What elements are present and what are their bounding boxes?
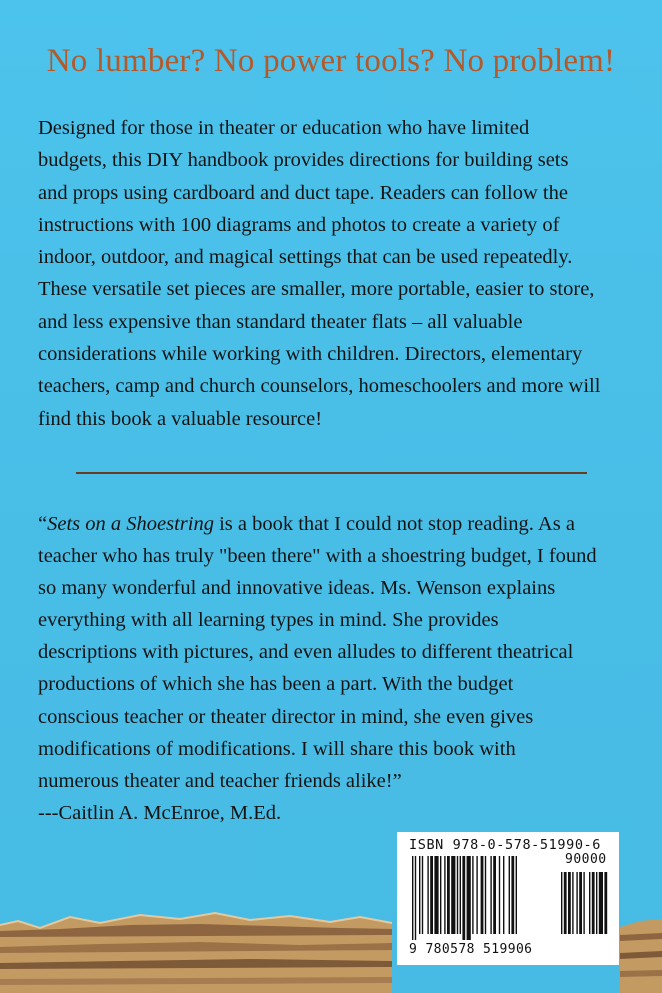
barcode-bar <box>592 872 595 934</box>
barcode-bar <box>579 872 582 934</box>
barcode-bar <box>485 856 486 934</box>
barcode-bar <box>467 856 471 940</box>
open-quote-mark: “ <box>38 513 48 535</box>
description-line: teachers, camp and church counselors, homeschoolers and more will <box>38 375 601 398</box>
barcode-bar <box>516 856 517 934</box>
barcode-bar <box>412 856 413 940</box>
barcode-bar <box>415 856 416 940</box>
quote-line: so many wonderful and innovative ideas. Ms. Wenson explains <box>38 577 556 600</box>
barcode-bar <box>419 856 420 934</box>
barcode-bar <box>568 872 571 934</box>
quote-line: teacher who has truly "been there" with a shoestring budget, I found <box>38 545 597 568</box>
barcode-bar <box>451 856 455 934</box>
barcode-bar <box>589 872 590 934</box>
barcode-bar <box>572 872 573 934</box>
barcode-bar <box>447 856 450 934</box>
description-line: budgets, this DIY handbook provides directions for building sets <box>38 149 569 172</box>
barcode-bar <box>481 856 484 934</box>
barcode-bar <box>422 856 423 934</box>
quote-attribution: ---Caitlin A. McEnroe, M.Ed. <box>38 801 282 824</box>
isbn-barcode <box>397 832 619 965</box>
barcode-bar <box>583 872 584 934</box>
description-line: indoor, outdoor, and magical settings that can be used repeatedly. <box>38 246 573 269</box>
barcode-bar <box>462 856 465 940</box>
book-title: Sets on a Shoestring <box>47 513 214 535</box>
quote-line <box>38 508 638 540</box>
description-line: find this book a valuable resource! <box>38 407 323 430</box>
barcode-bar <box>427 856 428 934</box>
testimonial-quote <box>38 508 638 829</box>
description-line: and props using cardboard and duct tape. Readers can follow the <box>38 181 568 204</box>
quote-line: conscious teacher or theater director in mind, she even gives <box>38 705 534 728</box>
description-line: instructions with 100 diagrams and photos to create a variety of <box>38 213 560 236</box>
price-code-bars <box>561 872 611 940</box>
price-code: 90000 <box>565 852 607 867</box>
divider-rule <box>76 472 587 474</box>
barcode-bar <box>561 872 562 934</box>
barcode-bar <box>493 856 496 934</box>
isbn-number: ISBN 978-0-578-51990-6 <box>409 837 602 853</box>
barcode-bar <box>511 856 514 934</box>
barcode-bar <box>599 872 603 934</box>
quote-line: descriptions with pictures, and even alludes to different theatrical <box>38 641 574 664</box>
barcode-bar <box>503 856 504 934</box>
ean-digits: 9 780578 519906 <box>409 942 533 957</box>
quote-line: productions of which she has been a part. With the budget <box>38 673 514 696</box>
description-line: These versatile set pieces are smaller, more portable, easier to store, <box>38 278 595 301</box>
barcode-bar <box>490 856 491 934</box>
description-line: considerations while working with children. Directors, elementary <box>38 343 583 366</box>
barcode-bar <box>564 872 567 934</box>
quote-line: numerous theater and teacher friends alike!” <box>38 769 402 792</box>
description-line: and less expensive than standard theater flats – all valuable <box>38 310 523 333</box>
description-line: Designed for those in theater or education who have limited <box>38 117 530 139</box>
barcode-bar <box>604 872 607 934</box>
barcode-bar <box>499 856 500 934</box>
barcode-bar <box>457 856 458 934</box>
book-description <box>38 112 638 435</box>
barcode-bar <box>576 872 577 934</box>
quote-line: modifications of modifications. I will share this book with <box>38 737 516 760</box>
barcode-bar <box>444 856 445 934</box>
barcode-bar <box>596 872 597 934</box>
barcode-bar <box>434 856 438 934</box>
barcode-bar <box>472 856 473 934</box>
barcode-bar <box>476 856 477 934</box>
barcode-bar <box>509 856 510 934</box>
quote-line-rest: is a book that I could not stop reading. As a <box>213 513 575 535</box>
barcode-bar <box>460 856 461 934</box>
ean-barcode-bars <box>412 856 557 940</box>
barcode-bar <box>440 856 441 934</box>
barcode-bar <box>430 856 433 934</box>
headline: No lumber? No power tools? No problem! <box>46 43 616 79</box>
quote-line: everything with all learning types in mind. She provides <box>38 609 499 632</box>
